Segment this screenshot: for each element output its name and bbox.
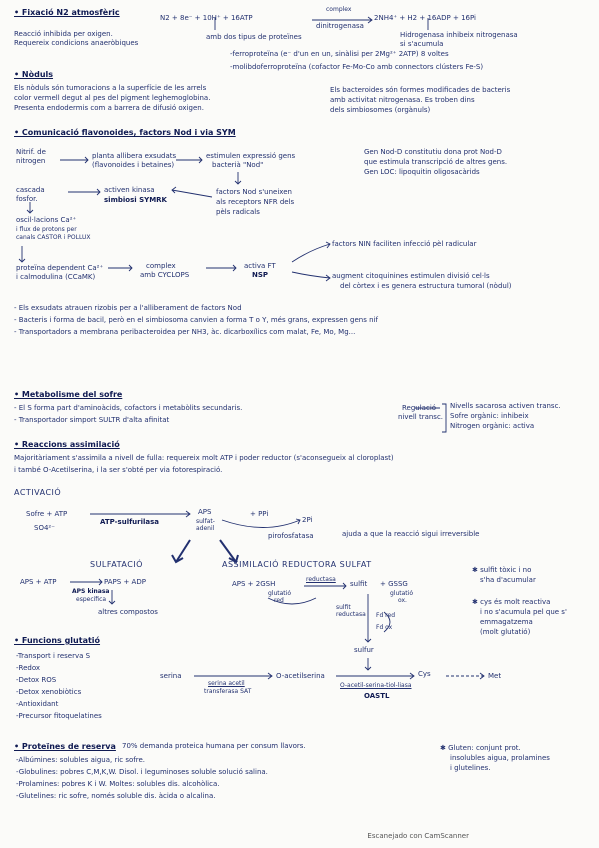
s5-line-2: i també O-Acetilserina, i la ser s'obté per via fotorespiració. (14, 466, 223, 474)
globulins: -Globulines: pobres C,M,K,W. Disol. i leguminoses soluble solució salina. (16, 768, 268, 776)
s5-line-1: Majoritàriament s'assimila a nivell de fulla: requereix molt ATP i poder reductor (s'aconsegueix al cloroplast) (14, 454, 394, 462)
s2-line-1: Els nòduls són tumoracions a la superfície de les arrels (14, 84, 207, 92)
sym-step-i2: amb CYCLOPS (140, 271, 190, 279)
methionine: Met (488, 672, 502, 680)
gsh-label-2: red (274, 597, 284, 604)
section-title-glutathione: • Funcions glutatió (14, 636, 101, 645)
sulfite: sulfit (350, 580, 368, 588)
atp-sulfurylase: ATP-sulfurilasa (100, 518, 160, 526)
sym-step-i1: complex (146, 262, 176, 270)
s2-line-3: Presenta endodermis com a barrera de difusió oxigen. (14, 104, 204, 112)
sym-step-a2: nitrogen (16, 157, 46, 165)
sofre-atp: Sofre + ATP (26, 510, 68, 518)
hydrogenase-note-2: si s'acumula (400, 40, 444, 48)
sym-step-c2: bacterià "Nod" (212, 161, 264, 169)
oastl-2: OASTL (364, 692, 390, 700)
section-title-communication: • Comunicació flavonoides, factors Nod i via SYM (14, 128, 236, 137)
aps-atp: APS + ATP (20, 578, 57, 586)
regulation-1: Nivells sacarosa activen transc. (450, 402, 561, 410)
molibdoferroprotein-note: -molibdoferroproteïna (cofactor Fe-Mo-Co amb connectors clústers Fe-S) (230, 63, 484, 71)
sym-outcome-k3: del còrtex i es genera estructura tumoral (nòdul) (340, 282, 512, 290)
ppi: + PPi (250, 510, 269, 518)
sym-step-g1: oscil·lacions Ca²⁺ (16, 216, 77, 224)
sulfite-reductase: sulfit reductasa (336, 604, 366, 618)
glutelins: -Glutelines: ric sofre, només soluble dis. àcida o alcalina. (16, 792, 216, 800)
sym-step-d2: als receptors NFR dels (216, 198, 295, 206)
nod-gene-note-2: que estimula transcripció de altres gens. (364, 158, 508, 166)
cys-note-2: i no s'acumula pel que s' (480, 608, 567, 616)
activation-heading: ACTIVACIÓ (14, 488, 62, 497)
sulfide: sulfur (354, 646, 374, 654)
sat-2: transferasa SAT (204, 688, 252, 695)
sym-step-g3: canals CASTOR i POLLUX (16, 234, 91, 241)
sym-step-j2: NSP (252, 271, 269, 279)
sym-step-e2: fosfor. (16, 195, 38, 203)
section-title-n2-fixation: • Fixació N2 atmosfèric (14, 8, 120, 17)
glutathione-item: -Detox ROS (16, 676, 57, 684)
gssg: + GSSG (380, 580, 408, 588)
section-title-sulfur: • Metabolisme del sofre (14, 390, 123, 399)
gsh-label-1: glutatió (268, 590, 291, 597)
s4-line-2: - Transportador simport SULTR d'alta afinitat (14, 416, 170, 424)
gluten-note-3: i glutelines. (450, 764, 491, 772)
s1-line-1: Reacció inhibida per oxigen. (14, 30, 113, 38)
glutathione-item: -Precursor fitoquelatines (16, 712, 102, 720)
reductase: reductasa (306, 576, 336, 583)
aps: APS (198, 508, 212, 516)
sym-step-a1: Nitrif. de (16, 148, 46, 156)
serine: serina (160, 672, 182, 680)
aps-kinase-2: específica (76, 596, 107, 603)
section-title-assimilation: • Reaccions assimilació (14, 440, 120, 449)
glutathione-item: -Redox (16, 664, 41, 672)
s2-right-3: dels simbiosomes (orgànuls) (330, 106, 431, 114)
gssg-label-1: glutatió (390, 590, 413, 597)
sym-outcome-k2: augment citoquinines estimulen divisió cel·ls (332, 272, 490, 280)
s1-line-2: Requereix condicions anaeròbiques (14, 39, 139, 47)
sym-step-h2: i calmodulina (CCaMK) (16, 273, 96, 281)
oastl-1: O-acetil-serina-tiol-liasa (340, 682, 412, 689)
equation-products: 2NH4⁺ + H2 + 16ADP + 16Pi (374, 14, 476, 22)
s2-line-2: color vermell degut al pes del pigment leghemoglobina. (14, 94, 211, 102)
sym-step-b2: (flavonoides i betaines) (92, 161, 175, 169)
nod-gene-note-3: Gen LOC: lipoquitin oligosacàrids (364, 168, 480, 176)
cys-note-1: ✱ cys és molt reactiva (472, 598, 551, 606)
reductive-assimilation-heading: ASSIMILACIÓ REDUCTORA SULFAT (222, 560, 372, 569)
sym-step-d3: pèls radicals (216, 208, 260, 216)
s2-right-2: amb activitat nitrogenasa. Es troben dins (330, 96, 475, 104)
section-title-reserve-proteins: • Proteïnes de reserva (14, 742, 116, 751)
gluten-note-2: insolubles aigua, prolamines (450, 754, 550, 762)
aps-name: sulfat-adenil (196, 518, 215, 532)
fd-red: Fd red (376, 612, 396, 619)
regulation-label: Regulació (402, 404, 437, 412)
two-pi: 2Pi (302, 516, 313, 524)
sym-step-d1: factors Nod s'uneixen (216, 188, 292, 196)
s3-point-3: - Transportadors a membrana peribacteroidea per NH3, àc. dicarboxílics com malat, Fe, Mo, Mg... (14, 328, 356, 336)
aps-gsh: APS + 2GSH (232, 580, 276, 588)
enzyme-name: dinitrogenasa (316, 22, 364, 30)
regulation-2: Sofre orgànic: inhibeix (450, 412, 529, 420)
sym-step-h1: proteïna dependent Ca²⁺ (16, 264, 104, 272)
cys-note-4: (molt glutatió) (480, 628, 531, 636)
s2-right-1: Els bacteroides són formes modificades de bacteris (330, 86, 511, 94)
enzyme-complex-label: complex (326, 6, 352, 13)
gssg-label-2: ox. (398, 597, 407, 604)
gluten-note-1: ✱ Gluten: conjunt prot. (440, 744, 521, 752)
sym-step-e1: cascada (16, 186, 45, 194)
so4: SO4²⁻ (34, 524, 55, 532)
sym-step-g2: i flux de protons per (16, 226, 77, 233)
sym-step-j1: activa FT (244, 262, 276, 270)
other-compounds: altres compostos (98, 608, 158, 616)
albumins: -Albúmines: solubles aigua, ric sofre. (16, 756, 146, 764)
regulation-label-2: nivell transc. (398, 413, 444, 421)
sym-step-f2: simbiosi SYMRK (104, 196, 167, 204)
enzyme-components: amb dos tipus de proteïnes (206, 33, 302, 41)
glutathione-item: -Antioxidant (16, 700, 59, 708)
prolamins: -Prolamines: pobres K i W. Moltes: solubles dis. alcohòlica. (16, 780, 220, 788)
nod-gene-note-1: Gen Nod-D constitutiu dona prot Nod-D (364, 148, 502, 156)
sat-1: serina acetil (208, 680, 245, 687)
sulfite-note-1: ✱ sulfit tòxic i no (472, 566, 532, 574)
paps-adp: PAPS + ADP (104, 578, 146, 586)
scanner-footer: Escanejado con CamScanner (367, 832, 469, 840)
hydrogenase-note: Hidrogenasa inhibeix nitrogenasa (400, 31, 518, 39)
sym-outcome-k1: factors NIN faciliten infecció pèl radicular (332, 240, 477, 248)
irreversible-note: ajuda a que la reacció sigui irreversible (342, 530, 480, 538)
equation-reactants: N2 + 8e⁻ + 10H⁺ + 16ATP (160, 14, 253, 22)
glutathione-item: -Detox xenobiòtics (16, 688, 82, 696)
fd-ox: Fd ox (376, 624, 393, 631)
pyrophosphatase: pirofosfatasa (268, 532, 314, 540)
aps-kinase: APS kinasa (72, 588, 110, 595)
regulation-3: Nitrogen orgànic: activa (450, 422, 535, 430)
cys-note-3: emmagatzema (480, 618, 533, 626)
o-acetylserine: O-acetilserina (276, 672, 325, 680)
s4-line-1: - El S forma part d'aminoàcids, cofactors i metabòlits secundaris. (14, 404, 243, 412)
sym-step-f1: activen kinasa (104, 186, 155, 194)
reserve-lead: 70% demanda proteica humana per consum llavors. (122, 742, 306, 750)
sym-step-b1: planta allibera exsudats (92, 152, 177, 160)
s3-point-2: - Bacteris i forma de bacil, però en el simbiosoma canvien a forma T o Y, més grans, expressen gens nif (14, 316, 378, 324)
cysteine: Cys (418, 670, 431, 678)
sulfite-note-2: s'ha d'acumular (480, 576, 536, 584)
sym-step-c1: estimulen expressió gens (206, 152, 296, 160)
s3-point-1: - Els exsudats atrauen rizobis per a l'alliberament de factors Nod (14, 304, 242, 312)
section-title-nodules: • Nòduls (14, 70, 54, 79)
sulfation-heading: SULFATACIÓ (90, 560, 143, 569)
ferroprotein-note: -ferroproteïna (e⁻ d'un en un, sinàlisi per 2Mg²⁺ 2ATP) 8 voltes (230, 50, 449, 58)
glutathione-item: -Transport i reserva S (16, 652, 91, 660)
